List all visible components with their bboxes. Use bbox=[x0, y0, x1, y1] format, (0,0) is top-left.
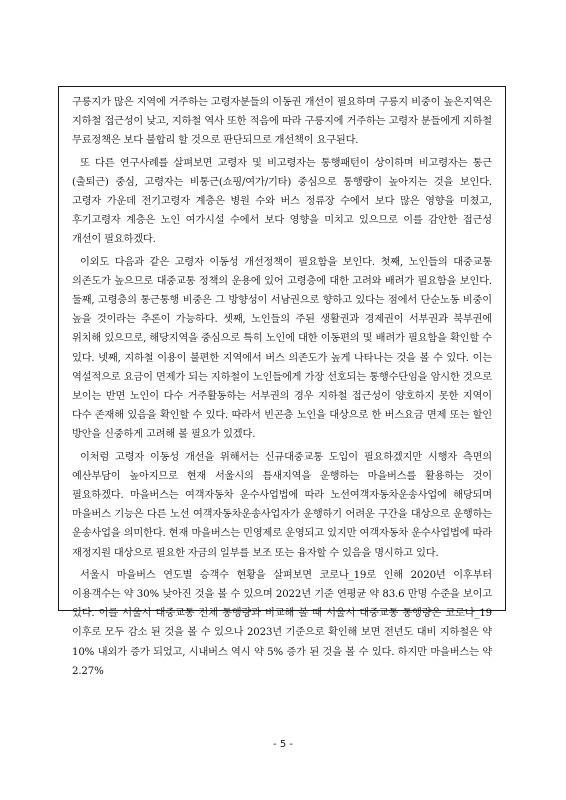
page-number: - 5 - bbox=[273, 739, 293, 750]
paragraph-hilly-areas: 구릉지가 많은 지역에 거주하는 고령자분들의 이동권 개선이 필요하며 구릉지 비중이 높은지역은 지하철 접근성이 낮고, 지하철 역사 또한 적음에 따라 구릉지에 거주하는 고령자 분들에게 지하철 무료정책은 보다 불합리 할 것으로 판단되므로 개선책이 요구된다. bbox=[72, 97, 492, 147]
paragraph-ridership: 서울시 마을버스 연도별 승객수 현황을 살펴보면 코로나_19로 인해 2020년 이후부터 이용객수는 약 30% 낮아진 것을 볼 수 있으며 2022년 기준 연평균 약 83.6 만명 수준을 보이고 있다. 이를 서울시 대중교통 전체 통행량과 비교해 볼 때 서울시 대중교통 통행량은 코로나_19 이후로 모두 감소 된 것을 볼 수 있으나 2023년 기준으로 확인해 보면 전년도 대비 지하철은 약 10% 내외가 증가 되었고, 시내버스 역시 약 5% 증가 된 것을 볼 수 있다. 하지만 마을버스는 약 2.27% bbox=[72, 569, 492, 677]
paragraph-mobility-policies: 이외도 다음과 같은 고령자 이동성 개선정책이 필요함을 보인다. 첫째, 노인들의 대중교통 의존도가 높으므로 대중교통 정책의 운용에 있어 고령층에 대한 고려와 배려가 필요함을 보인다. 둘째, 고령층의 통근통행 비중은 그 방향성이 서남권으로 향하고 있다는 점에서 단순노동 비중이 높을 것이라는 추론이 가능하다. 셋째, 노인들의 주된 생활권과 경제권이 서부권과 북부권에 위치해 있으므로, 해당지역을 중심으로 특히 노인에 대한 이동편의 및 배려가 필요함을 확인할 수 있다. 넷째, 지하철 이용이 불편한 지역에서 버스 의존도가 높게 나타나는 것을 볼 수 있다. 이는 역설적으로 요금이 면제가 되는 지하철이 노인들에게 가장 선호되는 통행수단임을 암시한 것으로 보이는 반면 노인이 다수 거주활동하는 서부권의 경우 지하철 접근성이 양호하지 못한 지역이 다수 존재해 있음을 확인할 수 있다. 따라서 빈곤층 노인을 대상으로 한 버스요금 면제 또는 할인 방안을 신중하게 고려해 볼 필요가 있겠다. bbox=[72, 256, 492, 441]
paragraph-travel-patterns: 또 다른 연구사례를 살펴보면 고령자 및 비고령자는 통행패턴이 상이하며 비고령자는 통근(출퇴근) 중심, 고령자는 비통근(쇼핑/여가/기타) 중심으로 통행량이 높아지는 것을 보인다. 고령자 가운데 전기고령자 계층은 병원 수와 버스 정류장 수에서 보다 많은 영향을 미쳤고, 후기고령자 계층은 노인 여가시설 수에서 보다 영향을 미치고 있으므로 이를 감안한 접근성 개선이 필요하겠다. bbox=[72, 157, 492, 246]
paragraph-village-bus: 이처럼 고령자 이동성 개선을 위해서는 신규대중교통 도입이 필요하겠지만 시행자 측면의 예산부담이 높아지므로 현재 서울시의 틈새지역을 운행하는 마을버스를 활용하는 것이 필요하겠다. 마을버스는 여객자동차 운수사업법에 따라 노선여객자동차운송사업에 해당되며 마을버스 기능은 다른 노선 여객자동차운송사업자가 운행하기 어려운 구간을 대상으로 운행하는 운송사업을 의미한다. 현재 마을버스는 민영제로 운영되고 있지만 여객자동차 운수사업법에 따라 재정지원 대상으로 필요한 자금의 일부를 보조 또는 융자할 수 있음을 명시하고 있다. bbox=[72, 451, 492, 559]
text-box bbox=[58, 86, 506, 677]
